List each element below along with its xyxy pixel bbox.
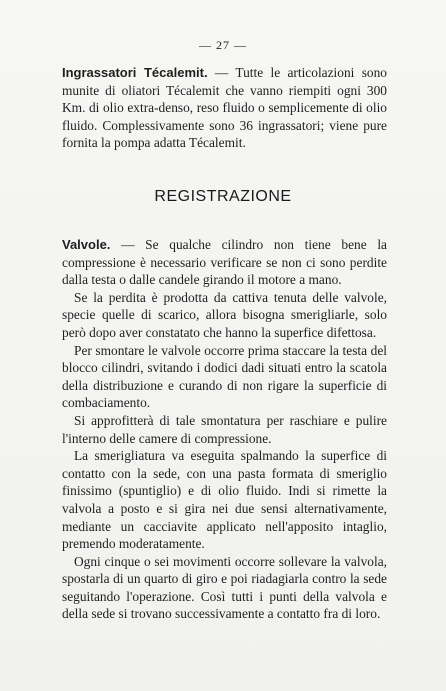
valvole-paragraph-5: La smerigliatura va eseguita spalmando la superfice di contatto con la sede, con una pasta formata di smeriglio finissimo (spuntiglio) e di olio fluido. Indi si rimette la valvola a posto e si gira nei due sensi alternativamente, mediante un cacciavite applicato nell'apposito intaglio, premendo moderatamente.	[62, 448, 387, 552]
valvole-paragraph-2: Se la perdita è prodotta da cattiva tenuta delle valvole, specie quelle di scarico, allora bisogna smerigliarle, solo però dopo aver constatato che hanno la superfice difettosa.	[62, 289, 387, 340]
valvole-paragraph-3: Per smontare le valvole occorre prima staccare la testa del blocco cilindri, svitando i dodici dadi situati entro la scatola della distribuzione e curando di non rigare la superficie di combaciamento.	[62, 342, 387, 411]
section-title: REGISTRAZIONE	[154, 188, 292, 205]
ingrassatori-heading: Ingrassatori Técalemit.	[62, 65, 208, 80]
ingrassatori-text: — Tutte le articolazioni sono munite di oliatori Técalemit che vanno riempiti ogni 300 Km. di olio extra-denso, reso fluido o semplicemente di olio fluido. Complessivamente sono 36 ingrassatori; viene pure fornita la pompa adatta Técalemit.	[62, 65, 387, 151]
page-number: — 27 —	[199, 38, 247, 52]
valvole-heading: Valvole.	[62, 237, 111, 252]
valvole-paragraph-6: Ogni cinque o sei movimenti occorre sollevare la valvola, spostarla di un quarto di giro e poi riadagiarla contro la sede seguitando l'operazione. Così tutti i punti della valvola e della sede si trovano successivamente a contatto fra di loro.	[62, 553, 387, 622]
valvole-section	[62, 236, 387, 623]
valvole-paragraph-4: Si approfitterà di tale smontatura per raschiare e pulire l'interno delle camere di compressione.	[62, 412, 387, 446]
valvole-paragraph-1: Valvole. — Se qualche cilindro non tiene bene la compressione è necessario verificare se non ci sono perdite dalla testa o dalle candele girando il motore a mano.	[62, 237, 387, 288]
ingrassatori-paragraph	[62, 64, 387, 152]
